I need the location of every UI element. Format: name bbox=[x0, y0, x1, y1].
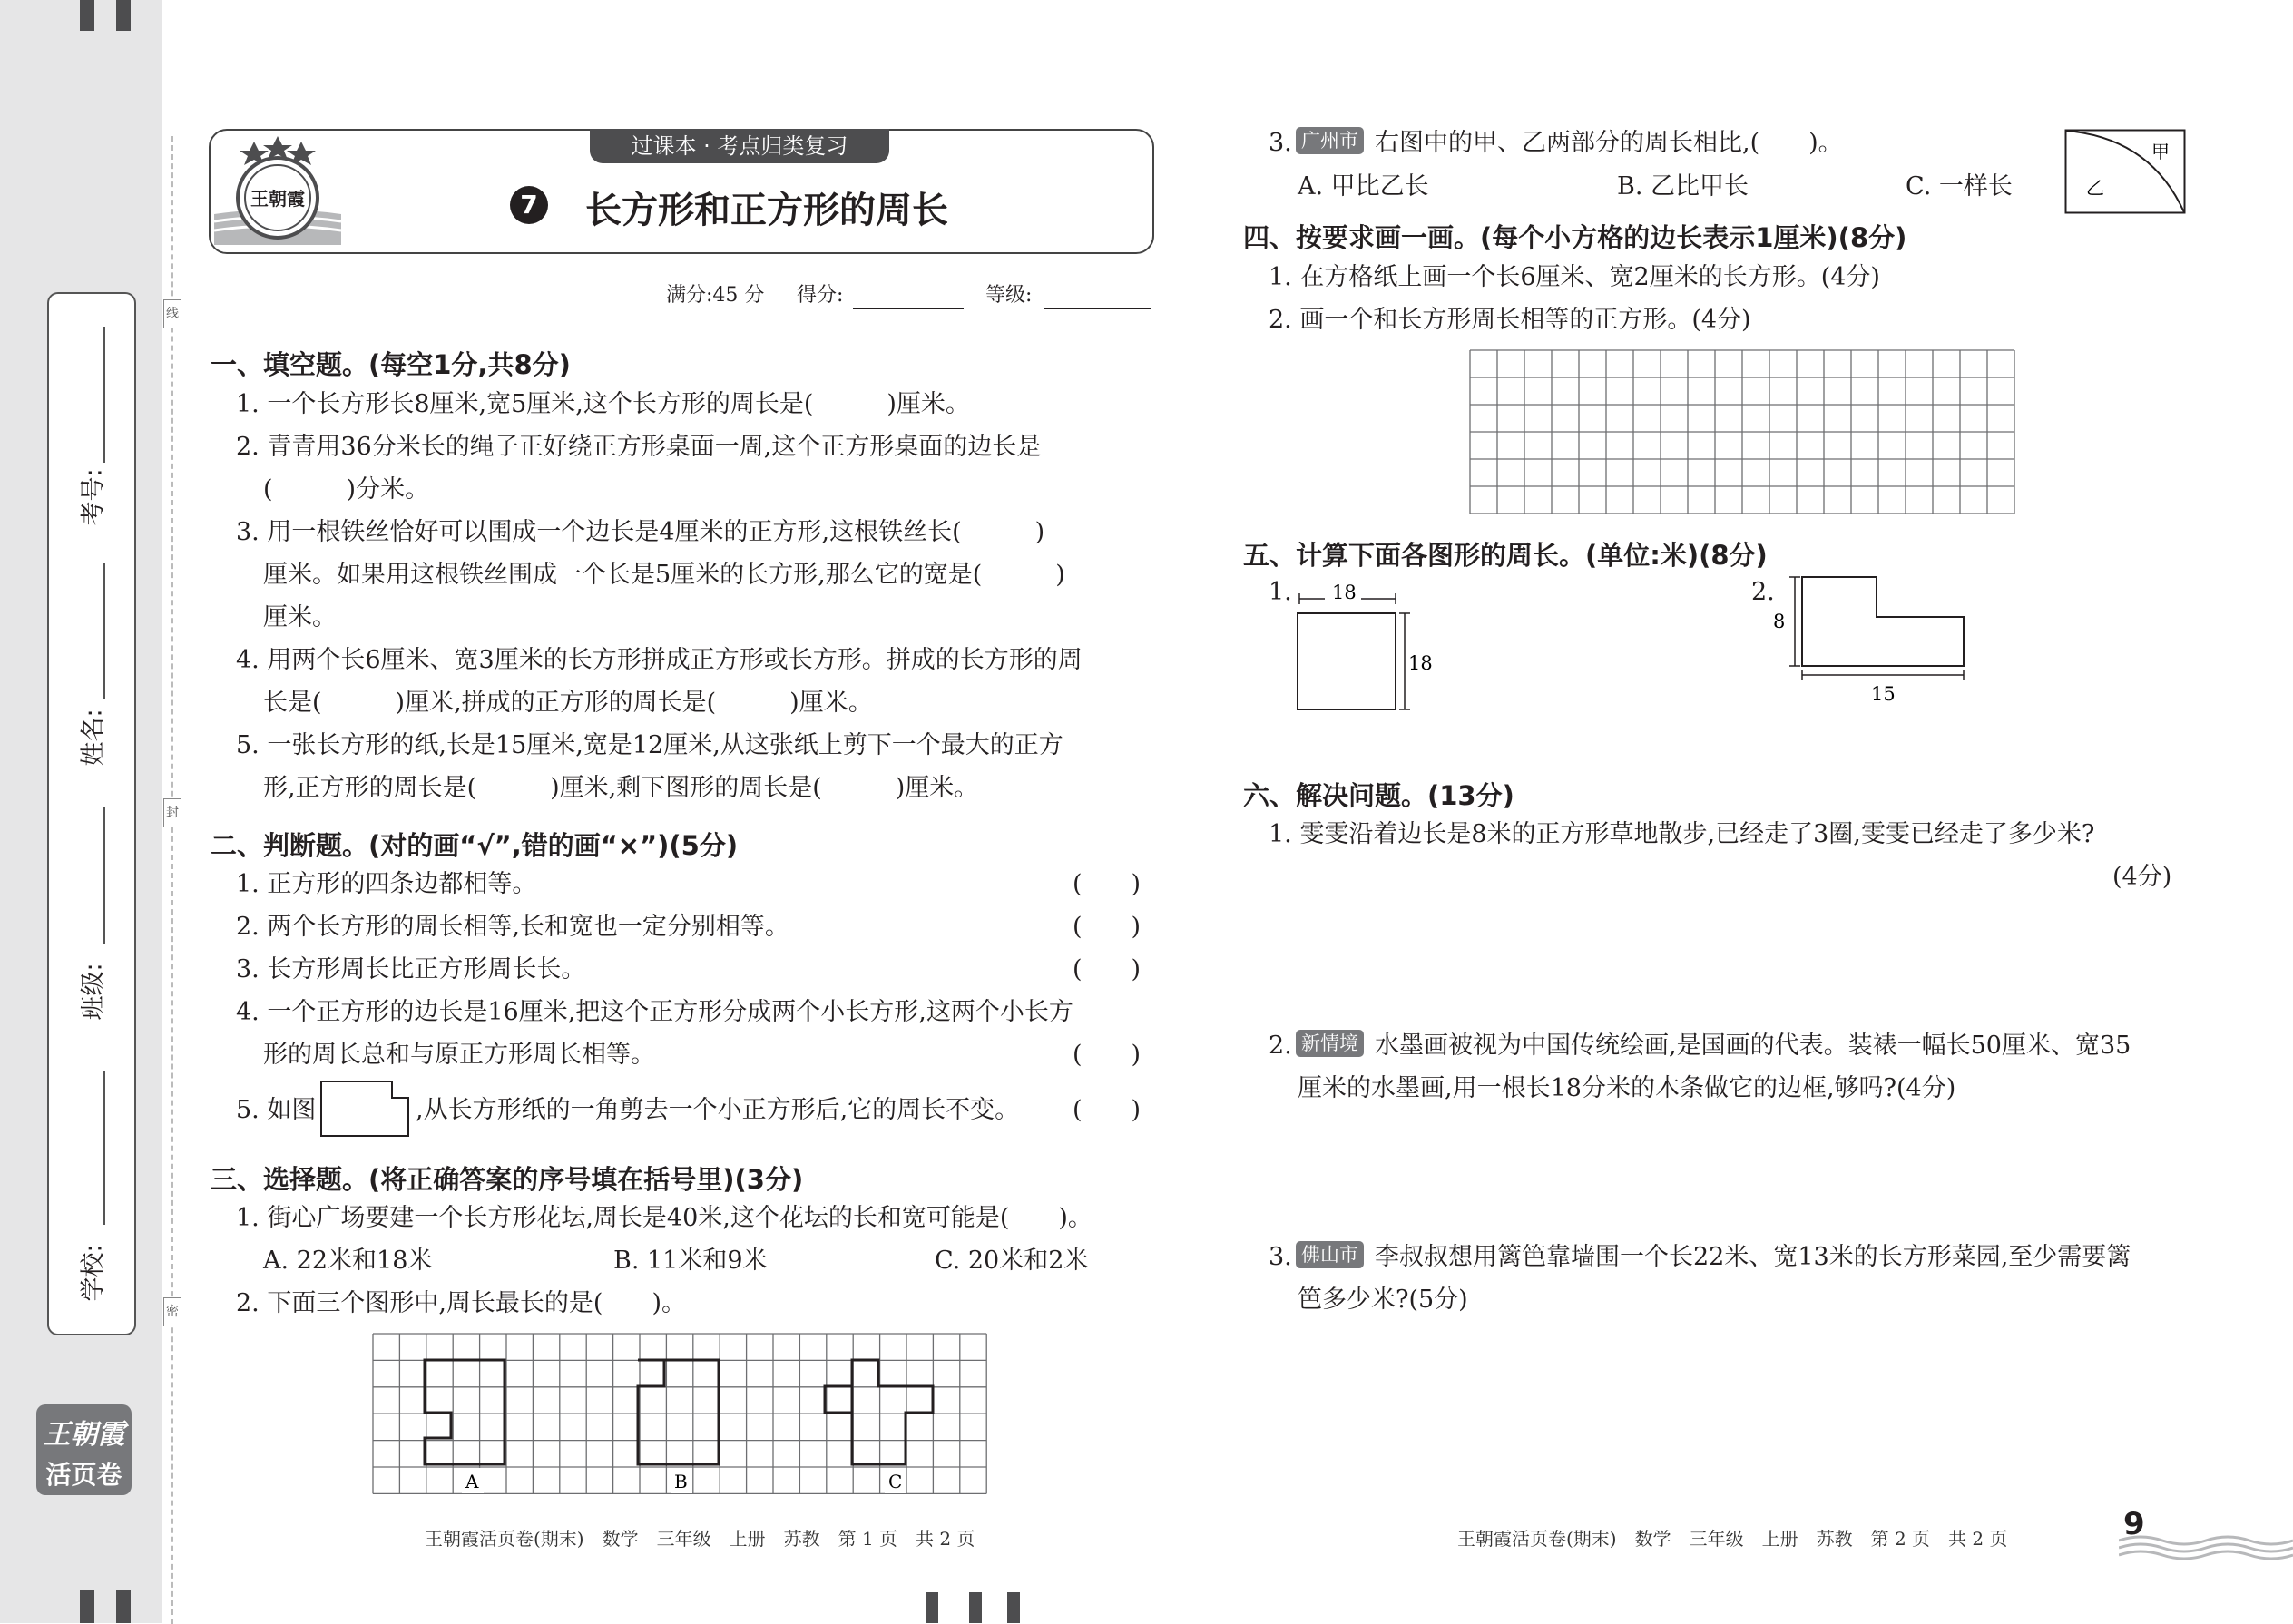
s1-line: 3. 用一根铁丝恰好可以围成一个边长是4厘米的正方形,这根铁丝长( ) bbox=[236, 518, 1045, 546]
grade-blank[interactable] bbox=[1044, 308, 1151, 309]
shape-label-a: A bbox=[465, 1471, 479, 1492]
shape-label-c: C bbox=[888, 1471, 903, 1492]
section2-heading: 二、判断题。(对的画“√”,错的画“×”)(5分) bbox=[211, 830, 739, 861]
section4-heading: 四、按要求画一画。(每个小方格的边长表示1厘米)(8分) bbox=[1243, 222, 1907, 253]
problem-2-line: 水墨画被视为中国传统绘画,是国画的代表。装裱一幅长50厘米、宽35 bbox=[1375, 1032, 2131, 1060]
answer-paren[interactable]: ( ) bbox=[1073, 913, 1142, 941]
s1-line: 2. 青青用36分米长的绳子正好绕正方形桌面一周,这个正方形桌面的边长是 bbox=[236, 433, 1042, 461]
problem-3-line: 笆多少米?(5分) bbox=[1298, 1286, 1468, 1314]
footer-right: 王朝霞活页卷(期末) 数学 三年级 上册 苏教 第 2 页 共 2 页 bbox=[1457, 1528, 2008, 1550]
footer-left: 王朝霞活页卷(期末) 数学 三年级 上册 苏教 第 1 页 共 2 页 bbox=[425, 1528, 975, 1550]
publisher-logo bbox=[214, 134, 341, 245]
logo-text: 王朝霞 bbox=[250, 188, 305, 210]
q3-figure bbox=[2064, 129, 2186, 214]
p3-tag bbox=[1296, 1241, 1364, 1268]
s4-line: 1. 在方格纸上画一个长6厘米、宽2厘米的长方形。(4分) bbox=[1269, 263, 1880, 291]
cut-mark-feng: 封 bbox=[163, 798, 181, 827]
s1-line: 形,正方形的周长是( )厘米,剩下图形的周长是( )厘米。 bbox=[263, 774, 979, 802]
problem-2-line: 厘米的水墨画,用一根长18分米的木条做它的边框,够吗?(4分) bbox=[1298, 1074, 1956, 1102]
problem-1: 1. 雯雯沿着边长是8米的正方形草地散步,已经走了3圈,雯雯已经走了多少米? bbox=[1269, 820, 2095, 848]
page-title: 长方形和正方形的周长 bbox=[585, 190, 948, 231]
cut-rectangle-figure bbox=[319, 1080, 410, 1138]
s1-line: 厘米。如果用这根铁丝围成一个长是5厘米的长方形,那么它的宽是( ) bbox=[263, 561, 1065, 589]
shape-label-b: B bbox=[674, 1471, 688, 1492]
problem-3-number: 3. bbox=[1269, 1243, 1292, 1271]
title-tab: 过课本 · 考点归类复习 bbox=[590, 129, 889, 163]
field-kaohao: 考号: bbox=[79, 468, 108, 526]
q3-region-tag bbox=[1296, 127, 1364, 154]
drawing-grid[interactable] bbox=[1468, 348, 2016, 515]
answer-paren[interactable]: ( ) bbox=[1073, 955, 1142, 983]
fig1-top-label: 18 bbox=[1332, 582, 1357, 603]
answer-paren[interactable]: ( ) bbox=[1073, 870, 1142, 898]
score-label: 得分: bbox=[797, 284, 844, 307]
s1-line: 厘米。 bbox=[263, 603, 337, 631]
school-line[interactable] bbox=[103, 1071, 105, 1225]
section1-heading: 一、填空题。(每空1分,共8分) bbox=[211, 349, 571, 380]
registration-mark bbox=[926, 1592, 938, 1623]
name-line[interactable] bbox=[103, 563, 105, 699]
s1-line: 1. 一个长方形长8厘米,宽5厘米,这个长方形的周长是( )厘米。 bbox=[236, 390, 970, 418]
shapes-grid bbox=[371, 1332, 992, 1499]
q3-tag-text: 广州市 bbox=[1296, 127, 1364, 154]
class-line[interactable] bbox=[103, 807, 105, 944]
cut-mark-xian: 线 bbox=[163, 299, 181, 328]
score-blank[interactable] bbox=[853, 308, 964, 309]
field-name: 姓名: bbox=[79, 709, 108, 767]
brand-logo bbox=[36, 1404, 132, 1495]
q3-number: 3. bbox=[1269, 129, 1292, 157]
figure-l-shape bbox=[1769, 572, 1969, 708]
answer-paren[interactable]: ( ) bbox=[1073, 1041, 1142, 1069]
page-wave-decoration bbox=[2119, 1506, 2293, 1560]
s2-line: 2. 两个长方形的周长相等,长和宽也一定分别相等。 bbox=[236, 913, 789, 941]
s4-line: 2. 画一个和长方形周长相等的正方形。(4分) bbox=[1269, 306, 1751, 334]
registration-mark bbox=[116, 1590, 131, 1623]
fig1-number: 1. bbox=[1269, 578, 1292, 606]
q3-option-b[interactable]: B. 乙比甲长 bbox=[1617, 172, 1749, 201]
s2-line: 形的周长总和与原正方形周长相等。 bbox=[263, 1041, 655, 1069]
s2-line: 1. 正方形的四条边都相等。 bbox=[236, 870, 537, 898]
q3-text: 右图中的甲、乙两部分的周长相比,( )。 bbox=[1375, 129, 1843, 157]
s2-item5-suffix: ,从长方形纸的一角剪去一个小正方形后,它的周长不变。 bbox=[416, 1096, 1020, 1124]
s3-q1-option-b[interactable]: B. 11米和9米 bbox=[613, 1247, 768, 1275]
fig1-side-label: 18 bbox=[1408, 652, 1433, 674]
problem-3-line: 李叔叔想用篱笆靠墙围一个长22米、宽13米的长方形菜园,至少需要篱 bbox=[1375, 1243, 2131, 1271]
s1-line: 长是( )厘米,拼成的正方形的周长是( )厘米。 bbox=[263, 689, 873, 717]
registration-mark bbox=[80, 0, 94, 31]
registration-mark bbox=[116, 0, 131, 31]
q3-option-c[interactable]: C. 一样长 bbox=[1906, 172, 2013, 201]
brand-bottom: 活页卷 bbox=[45, 1460, 122, 1490]
s3-q1-option-c[interactable]: C. 20米和2米 bbox=[935, 1247, 1089, 1275]
section5-heading: 五、计算下面各图形的周长。(单位:米)(8分) bbox=[1243, 540, 1768, 571]
p2-tag-text: 新情境 bbox=[1296, 1030, 1364, 1057]
fig-label-jia: 甲 bbox=[2151, 141, 2170, 162]
registration-mark bbox=[1007, 1592, 1020, 1623]
section6-heading: 六、解决问题。(13分) bbox=[1243, 780, 1514, 811]
registration-mark bbox=[969, 1592, 982, 1623]
field-school: 学校: bbox=[79, 1244, 108, 1302]
p2-tag bbox=[1296, 1030, 1364, 1057]
cut-mark-mi: 密 bbox=[163, 1297, 181, 1326]
fig2-number: 2. bbox=[1751, 578, 1775, 606]
s2-line: 4. 一个正方形的边长是16厘米,把这个正方形分成两个小长方形,这两个小长方 bbox=[236, 998, 1073, 1026]
student-info-box bbox=[47, 292, 136, 1335]
field-class: 班级: bbox=[79, 963, 108, 1021]
s2-item5-prefix: 5. 如图 bbox=[236, 1096, 317, 1124]
kaohao-line[interactable] bbox=[103, 327, 105, 463]
s3-q2: 2. 下面三个图形中,周长最长的是( )。 bbox=[236, 1289, 686, 1317]
figure-square bbox=[1289, 581, 1452, 717]
s1-line: 5. 一张长方形的纸,长是15厘米,宽是12厘米,从这张纸上剪下一个最大的正方 bbox=[236, 731, 1063, 759]
s3-q1: 1. 街心广场要建一个长方形花坛,周长是40米,这个花坛的长和宽可能是( )。 bbox=[236, 1204, 1093, 1232]
fig2-side-label: 8 bbox=[1773, 611, 1786, 632]
s1-line: ( )分米。 bbox=[263, 475, 430, 504]
section3-heading: 三、选择题。(将正确答案的序号填在括号里)(3分) bbox=[211, 1164, 804, 1195]
fig2-bottom-label: 15 bbox=[1871, 683, 1896, 705]
problem-1-score: (4分) bbox=[2112, 863, 2172, 891]
cut-line bbox=[171, 136, 173, 1624]
q3-option-a[interactable]: A. 甲比乙长 bbox=[1298, 172, 1429, 201]
lesson-number-badge: 7 bbox=[510, 186, 548, 224]
brand-top: 王朝霞 bbox=[43, 1419, 125, 1451]
problem-2-number: 2. bbox=[1269, 1032, 1292, 1060]
p3-tag-text: 佛山市 bbox=[1296, 1241, 1364, 1268]
fig-label-yi: 乙 bbox=[2086, 177, 2104, 199]
s2-line: 3. 长方形周长比正方形周长长。 bbox=[236, 955, 586, 983]
grade-label: 等级: bbox=[985, 284, 1033, 307]
s3-q1-option-a[interactable]: A. 22米和18米 bbox=[263, 1247, 433, 1275]
registration-mark bbox=[80, 1590, 94, 1623]
page-number: 9 bbox=[2123, 1506, 2145, 1542]
full-score: 满分:45 分 bbox=[666, 284, 765, 307]
s1-line: 4. 用两个长6厘米、宽3厘米的长方形拼成正方形或长方形。拼成的长方形的周 bbox=[236, 646, 1083, 674]
answer-paren[interactable]: ( ) bbox=[1073, 1096, 1142, 1124]
